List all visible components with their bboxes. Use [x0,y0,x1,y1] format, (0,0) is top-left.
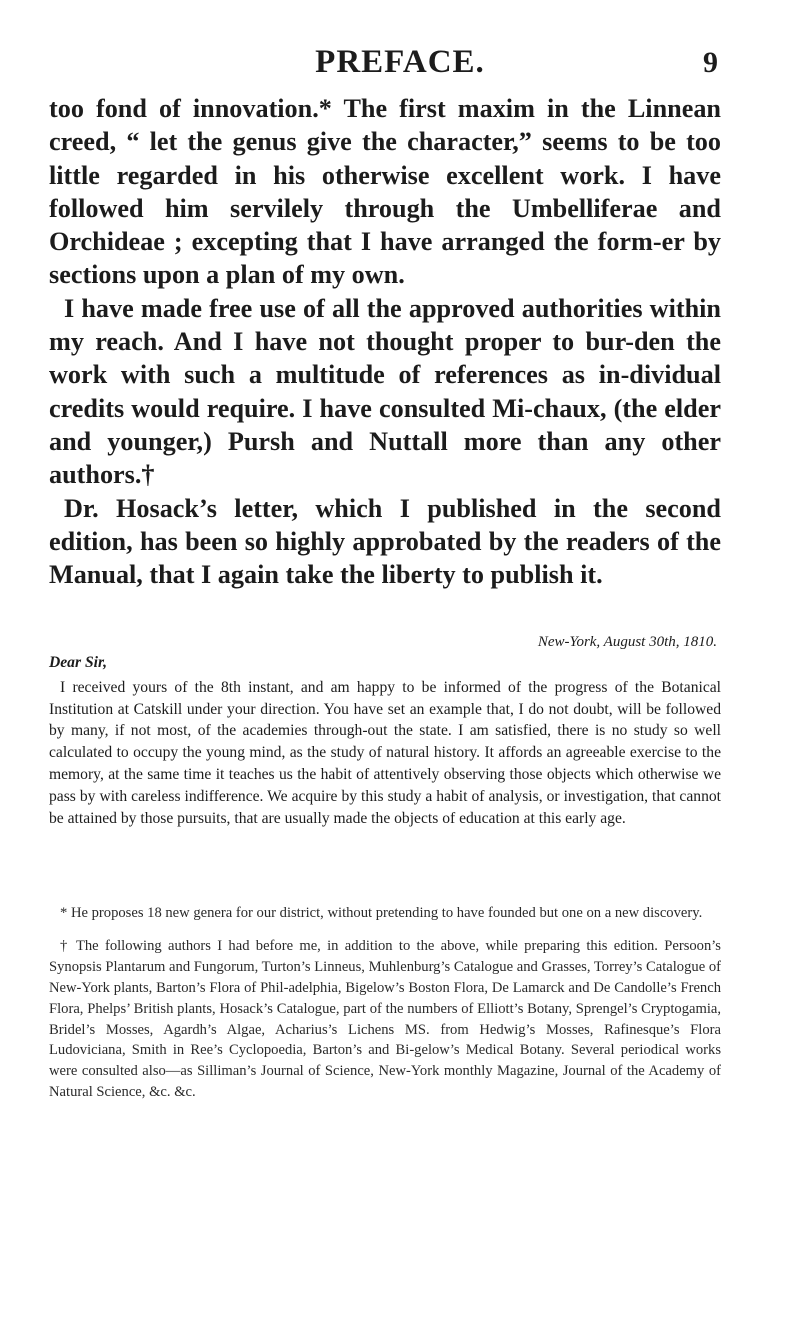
letter-body: I received yours of the 8th instant, and am happy to be informed of the progress of the Botanical Institution at Catskill under your direction. You have set an example that, I do not doubt, will be followed by many, if not most, of the academies through-out the state. I am satisfied, there is no study so well calculated to occupy the young mind, as the study of natural history. It affords an agreeable exercise to the memory, at the same time it teaches us the habit of attentively observing those objects which otherwise we pass by with careless indifference. We acquire by this study a habit of analysis, or investigation, that cannot be attained by those pursuits, that are usually made the objects of education at this early age. [49,678,721,827]
letter-dateline: New-York, August 30th, 1810. [537,634,717,650]
main-text [49,92,721,591]
footnote-genera: * He proposes 18 new genera for our district, without pretending to have founded but one on a new discovery. [60,905,703,921]
hosack-letter [49,652,721,829]
paragraph-innovation: too fond of innovation.* The first maxim in the Linnean creed, “ let the genus give the character,” seems to be too little regarded in his otherwise excellent work. I have followed him servilely through the Umbelliferae and Orchideae ; excepting that I have arranged the form-er by sections upon a plan of my own. [49,94,721,290]
paragraph-authorities: I have made free use of all the approved authorities within my reach. And I have not thought proper to bur-den the work with such a multitude of references as in-dividual credits would require. I have consulted Mi-chaux, (the elder and younger,) Pursh and Nuttall more than any other authors.† [49,293,721,490]
letter-salutation: Dear Sir, [49,654,108,671]
running-head [0,44,800,84]
footnote-authors: † The following authors I had before me, in addition to the above, while preparing this edition. Persoon’s Synopsis Plantarum and Fungorum, Turton’s Linneus, Muhlenburg’s Catalogue and Grasses, Torrey’s Catalogue of New-York plants, Barton’s Flora of Phil-adelphia, Bigelow’s Boston Flora, De Lamarck and De Candolle’s French Flora, Phelps’ British plants, Hosack’s Catalogue, part of the numbers of Elliott’s Botany, Sprengel’s Cryptogamia, Bridel’s Mosses, Agardh’s Algae, Acharius’s Lichens MS. from Hedwig’s Mosses, Rafinesque’s Flora Ludoviciana, Smith in Ree’s Cyclopoedia, Barton’s and Bi-gelow’s Medical Botany. Several periodical works were consulted also—as Silliman’s Journal of Science, New-York monthly Magazine, Journal of the Academy of Natural Science, &c. &c. [49,937,721,1101]
page-number: 9 [703,46,718,79]
footnotes [49,903,721,1109]
page-title: PREFACE. [315,44,485,80]
paragraph-hosack-letter: Dr. Hosack’s letter, which I published in the second edition, has been so highly approbated by the readers of the Manual, that I again take the liberty to publish it. [49,493,721,590]
